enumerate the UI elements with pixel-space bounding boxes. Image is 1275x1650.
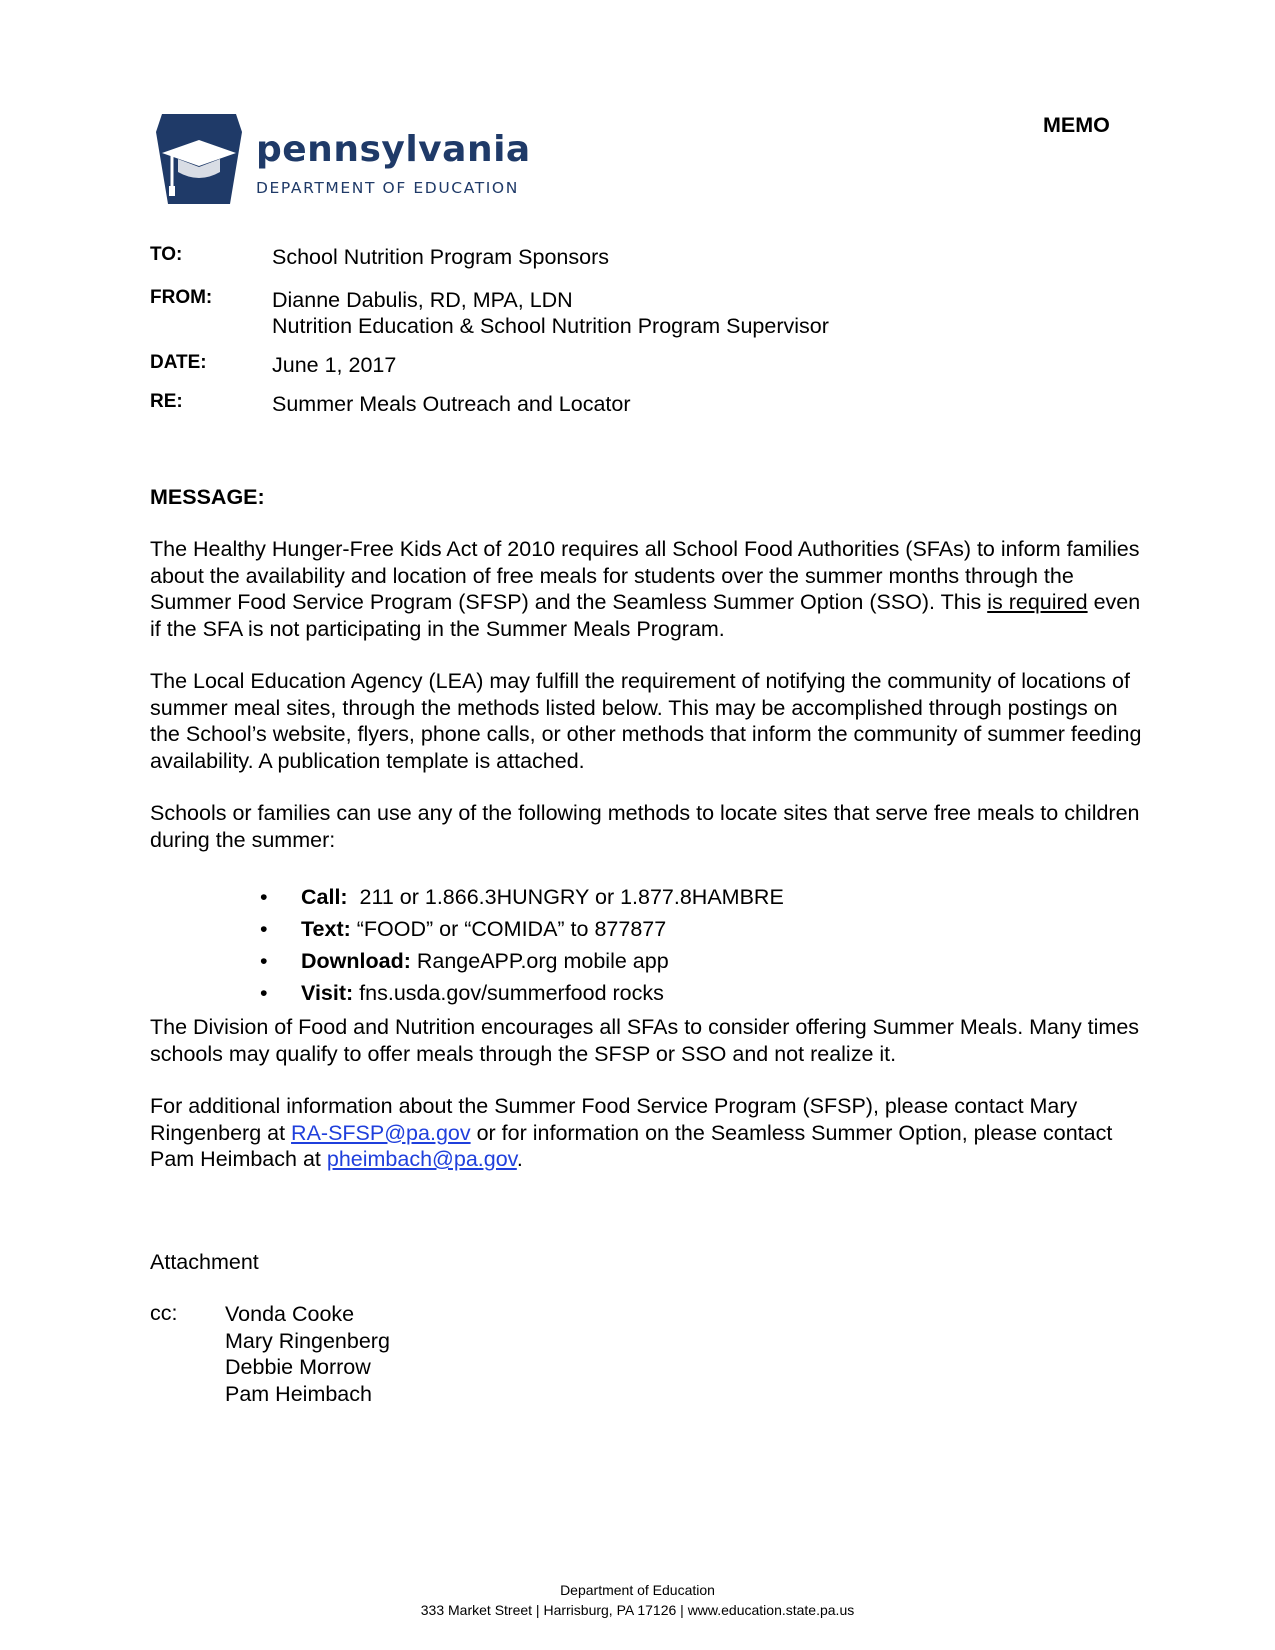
re-value: Summer Meals Outreach and Locator [272,392,631,416]
bullet-label: Text: [301,917,351,941]
footer-department: Department of Education [560,1582,715,1598]
attachment-label: Attachment [150,1250,259,1274]
heimbach-email-link[interactable]: pheimbach@pa.gov [326,1147,517,1171]
bullet-label: Visit: [301,981,354,1005]
paragraph-text: even if the SFA is not participating in the Summer Meals Program. [150,590,1141,641]
paragraph-methods-intro: Schools or families can use any of the following methods to locate sites that serve free meals to children during the summer: [150,801,1140,852]
paragraph-text: For additional information about the Summer Food Service Program (SFSP), please contact Mary Ringenberg at [150,1094,1078,1145]
cc-list [225,1301,390,1407]
cc-name: Debbie Morrow [225,1355,371,1379]
bullet-text: RangeAPP.org mobile app [410,949,669,973]
bullet-label: Download: [301,949,411,973]
list-item [260,977,784,1009]
cc-label: cc: [150,1301,178,1325]
message-label: MESSAGE: [150,485,265,509]
from-name: Dianne Dabulis, RD, MPA, LDN [272,288,573,312]
paragraph-requirement [150,536,1150,642]
bullet-label: Call: [301,885,348,909]
cc-name: Mary Ringenberg [225,1328,390,1353]
bullet-text: 211 or 1.866.3HUNGRY or 1.877.8HAMBRE [347,885,784,909]
paragraph-text: or for information on the Seamless Summer Option, please contact Pam Heimbach at [150,1120,1113,1171]
paragraph-lea: The Local Education Agency (LEA) may fulfill the requirement of notifying the community of locations of summer meal sites, through the methods listed below. This may be accomplished through postings on the School’s website, flyers, phone calls, or other methods that inform the community of summer feeding availability. A publication template is attached. [150,669,1142,773]
pde-logo [150,112,531,212]
methods-list [260,881,784,1009]
from-title: Nutrition Education & School Nutrition Program Supervisor [272,314,829,338]
brand-subtitle: DEPARTMENT OF EDUCATION [256,179,519,197]
list-item [260,881,784,913]
bullet-text: “FOOD” or “COMIDA” to 877877 [350,917,667,941]
bullet-icon: • [260,949,268,973]
keystone-graduation-cap-icon [150,112,248,206]
list-item [260,945,784,977]
paragraph-encourage: The Division of Food and Nutrition encourages all SFAs to consider offering Summer Meals. Many times schools may qualify to offer meals through the SFSP or SSO and not realize it. [150,1015,1140,1066]
memo-label: MEMO [1043,113,1110,137]
paragraph-text: The Healthy Hunger-Free Kids Act of 2010 requires all School Food Authorities (SFAs) to inform families about the availability and location of free meals for students over the summer months through the Summer Food Service Program (SFSP) and the Seamless Summer Option (SSO). This [150,537,1140,614]
paragraph-text: . [516,1147,523,1171]
underlined-text: is required [987,590,1088,614]
cc-name: Vonda Cooke [225,1302,355,1326]
date-label: DATE: [150,352,207,373]
date-value: June 1, 2017 [272,353,397,377]
list-item [260,913,784,945]
bullet-text: fns.usda.gov/summerfood rocks [353,981,664,1005]
brand-name: pennsylvania [256,129,531,170]
footer-address: 333 Market Street | Harrisburg, PA 17126 | www.education.state.pa.us [420,1602,855,1618]
sfsp-email-link[interactable]: RA-SFSP@pa.gov [291,1120,471,1145]
to-value: School Nutrition Program Sponsors [272,245,609,269]
bullet-icon: • [260,917,268,941]
from-label: FROM: [150,287,213,308]
to-label: TO: [150,244,183,265]
paragraph-contact [150,1093,1150,1173]
footer [0,1580,1275,1620]
bullet-icon: • [260,981,268,1005]
cc-name: Pam Heimbach [225,1381,372,1406]
bullet-icon: • [260,885,268,909]
re-label: RE: [150,391,183,412]
